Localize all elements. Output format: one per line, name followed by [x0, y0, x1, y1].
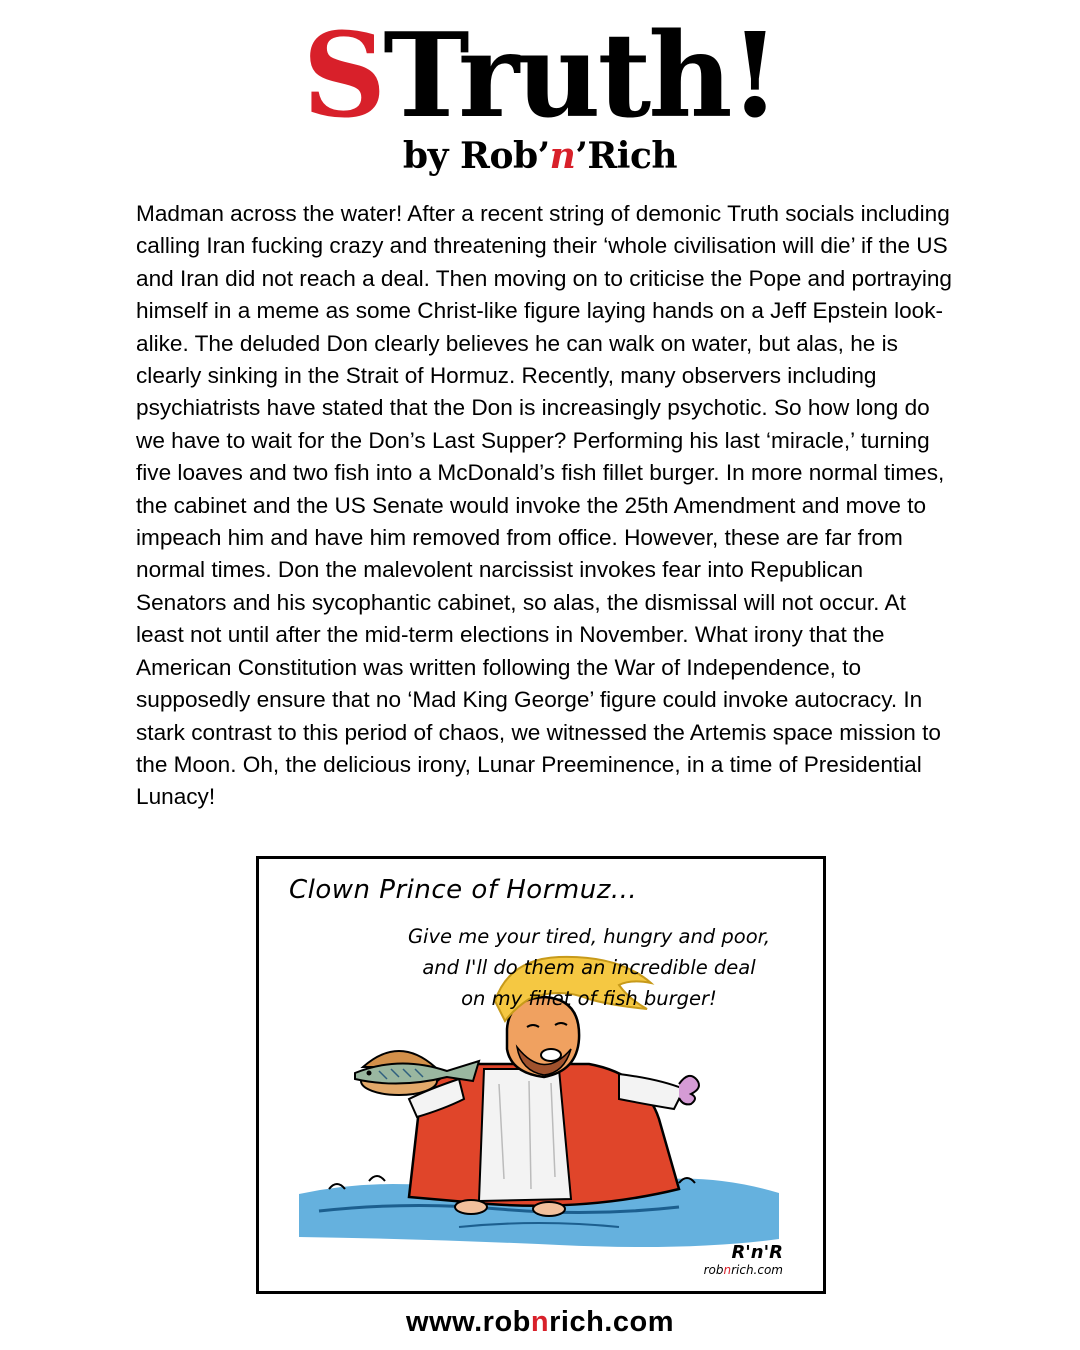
logo-first-letter: S: [302, 8, 384, 144]
byline: [0, 136, 1080, 176]
byline-n: n: [549, 135, 576, 177]
footer-url-n: n: [530, 1306, 550, 1338]
footer-url-post: rich.com: [549, 1306, 674, 1338]
signature-site-pre: rob: [703, 1263, 724, 1277]
speech-bubble-text: [399, 921, 779, 1014]
speech-line: Give me your tired, hungry and poor,: [407, 925, 771, 948]
byline-suffix: ’Rich: [575, 135, 678, 177]
cartoon-panel: [256, 856, 826, 1294]
logo: [0, 8, 1080, 144]
masthead: [0, 8, 1080, 177]
cartoon-title: Clown Prince of Hormuz...: [289, 875, 638, 905]
signature-site: [704, 1263, 783, 1277]
signature-site-post: rich.com: [731, 1263, 783, 1277]
speech-line: and I'll do them an incredible deal: [422, 956, 756, 979]
logo-rest: Truth!: [383, 8, 778, 144]
footer-url-pre: www.rob: [406, 1306, 531, 1338]
byline-prefix: by Rob’: [402, 135, 550, 177]
article-body: Madman across the water! After a recent string of demonic Truth socials including calling Iran fucking crazy and threatening their ‘whole civilisation will die’ if the US and Iran did not reach a deal. Then moving on to criticise the Pope and portraying himself in a meme as some Christ-like figure laying hands on a Jeff Epstein look-alike. The deluded Don clearly believes he can walk on water, but alas, he is clearly sinking in the Strait of Hormuz. Recently, many observers including psychiatrists have stated that the Don is increasingly psychotic. So how long do we have to wait for the Don’s Last Supper? Performing his last ‘miracle,’ turning five loaves and two fish into a McDonald’s fish fillet burger. In more normal times, the cabinet and the US Senate would invoke the 25th Amendment and move to impeach him and have him removed from office. However, these are far from normal times. Don the malevolent narcissist invokes fear into Republican Senators and his sycophantic cabinet, so alas, the dismissal will not occur. At least not until after the mid-term elections in November. What irony that the American Constitution was written following the War of Independence, to supposedly ensure that no ‘Mad King George’ figure could invoke autocracy. In stark contrast to this period of chaos, we witnessed the Artemis space mission to the Moon. Oh, the delicious irony, Lunar Preeminence, in a time of Presidential Lunacy!: [136, 201, 952, 810]
artist-signature: [704, 1242, 783, 1277]
signature-mark: R'n'R: [731, 1242, 783, 1263]
signature-site-n: n: [723, 1263, 732, 1277]
footer-url[interactable]: [0, 1306, 1080, 1339]
speech-line: on my fillet of fish burger!: [461, 987, 717, 1010]
